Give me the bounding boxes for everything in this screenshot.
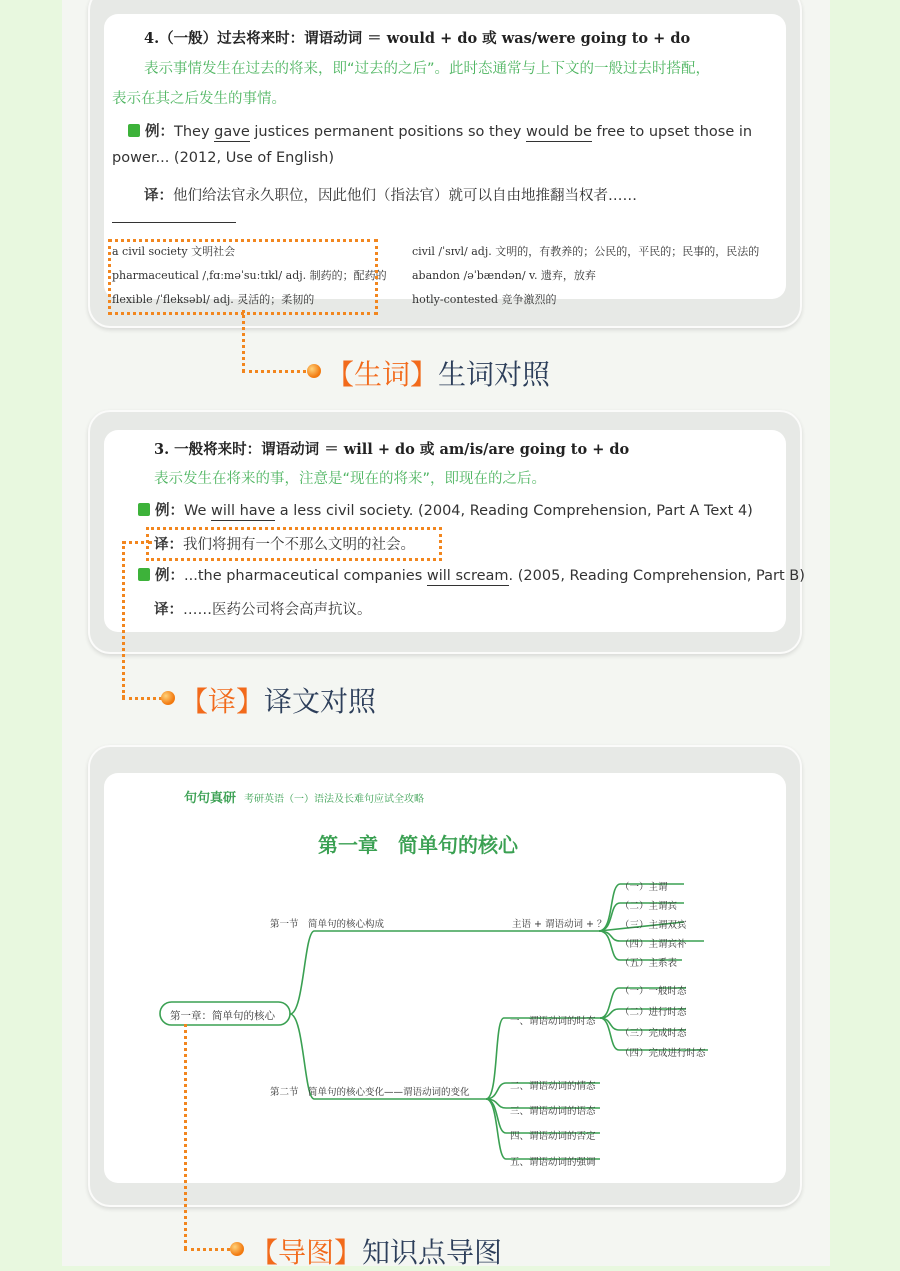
mindmap-leaf: （三）主谓双宾 <box>620 920 687 931</box>
mindmap-node: 三、谓语动词的语态 <box>510 1106 596 1117</box>
caption-vocab: 【生词】生词对照 <box>326 358 551 391</box>
mindmap-node: 四、谓语动词的否定 <box>510 1131 596 1142</box>
mindmap-node: 第二节 简单句的核心变化——谓语动词的变化 <box>270 1087 470 1098</box>
translation-line: 译：他们给法官永久职位，因此他们（指法官）就可以自由地推翻当权者…… <box>144 188 637 204</box>
bullet-dot-icon <box>230 1242 244 1256</box>
vocab-right-3: hotly-contested 竞争激烈的 <box>412 293 557 306</box>
section-description: 表示事情发生在过去的将来，即“过去的之后”。此时态通常与上下文的一般过去时搭配， <box>144 61 711 77</box>
example-line: 例：We will have a less civil society. (2004, Reading Comprehension, Part A Text 4) <box>138 499 753 520</box>
mindmap-node: 二、谓语动词的情态 <box>510 1081 596 1092</box>
vocab-card <box>88 0 802 328</box>
connector-line <box>122 541 125 698</box>
example-line: 例：They gave justices permanent positions so they would be free to upset those in <box>128 120 752 141</box>
mindmap-leaf: （一）一般时态 <box>620 986 687 997</box>
mindmap-node: 第一节 简单句的核心构成 <box>270 919 385 930</box>
mindmap-node: 一、谓语动词的时态 <box>510 1016 596 1027</box>
connector-line <box>122 541 152 544</box>
mindmap-leaf: （五）主系表 <box>620 958 678 969</box>
mindmap-leaf: （四）主谓宾补 <box>620 939 687 950</box>
vocab-left-1: a civil society 文明社会 <box>112 245 236 258</box>
book-icon <box>128 124 140 137</box>
vocab-right-1: civil /ˈsɪvl/ adj. 文明的，有教养的；公民的，平民的；民事的，民法的 <box>412 245 760 258</box>
section-description: 表示发生在将来的事，注意是“现在的将来”，即现在的之后。 <box>154 471 547 487</box>
mindmap-node: 主语 + 谓语动词 + ？ <box>512 919 607 930</box>
book-icon <box>138 568 150 581</box>
vocab-left-3: flexible /ˈfleksəbl/ adj. 灵活的；柔韧的 <box>112 293 315 306</box>
translation-highlight-box <box>146 527 442 561</box>
caption-mindmap: 【导图】知识点导图 <box>250 1236 503 1269</box>
mindmap-branches <box>104 773 786 1183</box>
footnote-divider <box>112 222 236 223</box>
connector-line <box>184 1248 230 1251</box>
vocab-left-2: pharmaceutical /ˌfɑːməˈsuːtɪkl/ adj. 制药的；配药的 <box>112 269 387 282</box>
connector-line <box>184 1024 187 1249</box>
mindmap-root: 第一章：简单句的核心 <box>170 1010 275 1022</box>
chapter-title: 第一章 简单句的核心 <box>318 833 518 857</box>
translation-line: 译：我们将拥有一个不那么文明的社会。 <box>154 537 415 553</box>
caption-translation: 【译】译文对照 <box>180 685 377 718</box>
mindmap-card-page <box>104 773 786 1183</box>
connector-line <box>122 697 162 700</box>
vocab-right-2: abandon /əˈbændən/ v. 遗弃，放弃 <box>412 269 596 282</box>
vocab-highlight-box <box>108 239 378 315</box>
mindmap-leaf: （一）主谓 <box>620 882 668 893</box>
section-description-cont: 表示在其之后发生的事情。 <box>112 91 286 107</box>
mindmap-leaf: （二）主谓宾 <box>620 901 678 912</box>
mindmap-leaf: （二）进行时态 <box>620 1007 687 1018</box>
bullet-dot-icon <box>161 691 175 705</box>
connector-line <box>242 310 245 372</box>
mindmap-node: 五、谓语动词的强调 <box>510 1157 596 1168</box>
example-line-cont: power... (2012, Use of English) <box>112 150 334 166</box>
brand-logo: 句句真研 <box>184 791 237 806</box>
mindmap-leaf: （四）完成进行时态 <box>620 1048 706 1059</box>
book-title: 考研英语（一）语法及长难句应试全攻略 <box>244 794 424 805</box>
translation-card <box>88 410 805 654</box>
bullet-dot-icon <box>307 364 321 378</box>
mindmap-leaf: （三）完成时态 <box>620 1028 687 1039</box>
book-icon <box>138 503 150 516</box>
vocab-card-page <box>104 14 786 306</box>
example-line: 例：...the pharmaceutical companies will scream. (2005, Reading Comprehension, Part B) <box>138 564 805 585</box>
mindmap-card <box>88 745 802 1207</box>
translation-line: 译：……医药公司将会高声抗议。 <box>154 602 372 618</box>
section-heading: 3. 一般将来时：谓语动词 ＝ will + do 或 am/is/are going to + do <box>154 441 630 458</box>
translation-card-page <box>104 430 805 632</box>
section-heading: 4.（一般）过去将来时：谓语动词 ＝ would + do 或 was/were going to + do <box>144 30 691 47</box>
connector-line <box>242 370 306 373</box>
